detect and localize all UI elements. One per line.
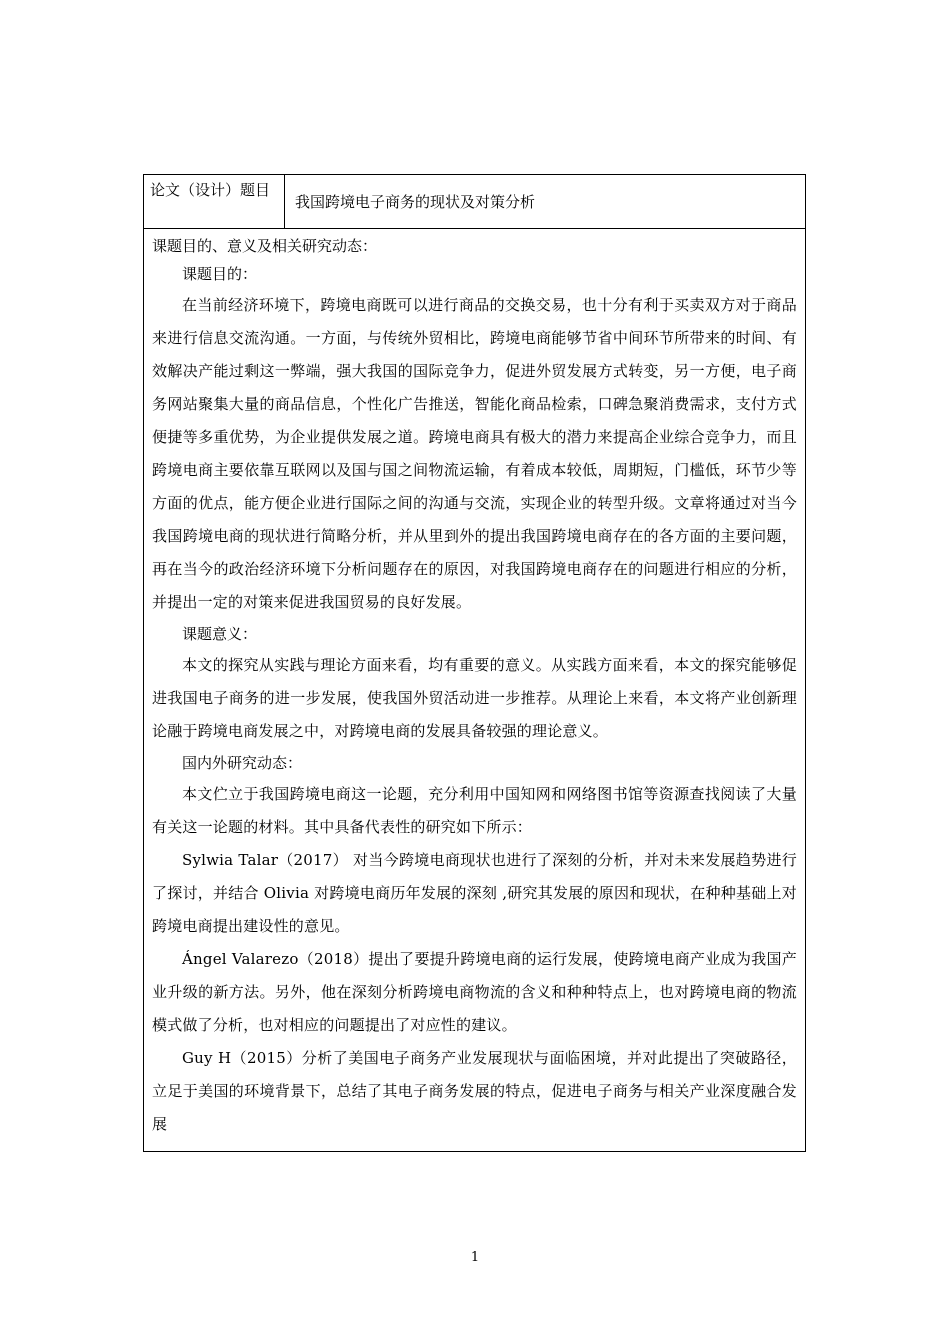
research-label: 国内外研究动态：: [182, 754, 303, 772]
thesis-title: 我国跨境电子商务的现状及对策分析: [295, 193, 536, 211]
title-label: 论文（设计）题目: [144, 175, 285, 228]
purpose-paragraph: 在当前经济环境下，跨境电商既可以进行商品的交换交易，也十分有利于买卖双方对于商品来进行信息交流沟通。一方面，与传统外贸相比，跨境电商能够节省中间环节所带来的时间、有效解决产能过剩这一弊端，强大我国的国际竞争力，促进外贸发展方式转变，另一方便，电子商务网站聚集大量的商品信息，个性化广告推送，智能化商品检索，口碑急聚消费需求，支付方式便捷等多重优势，为企业提供发展之道。跨境电商具有极大的潜力来提高企业综合竞争力，而且跨境电商主要依靠互联网以及国与国之间物流运输，有着成本较低，周期短，门槛低，环节少等方面的优点，能方便企业进行国际之间的沟通与交流，实现企业的转型升级。文章将通过对当今我国跨境电商的现状进行简略分析，并从里到外的提出我国跨境电商存在的各方面的主要问题，再在当今的政治经济环境下分析问题存在的原因，对我国跨境电商存在的问题进行相应的分析，并提出一定的对策来促进我国贸易的良好发展。: [152, 296, 797, 611]
title-row: [144, 175, 805, 229]
significance-paragraph: 本文的探究从实践与理论方面来看，均有重要的意义。从实践方面来看，本文的探究能够促进我国电子商务的进一步发展，使我国外贸活动进一步推荐。从理论上来看，本文将产业创新理论融于跨境电商发展之中，对跨境电商的发展具备较强的理论意义。: [152, 656, 797, 740]
page-number: 1: [470, 1250, 480, 1265]
reference-paragraph-2: Ángel Valarezo（2018）提出了要提升跨境电商的运行发展，使跨境电商产业成为我国产业升级的新方法。另外，他在深刻分析跨境电商物流的含义和种种特点上，也对跨境电商的物流模式做了分析，也对相应的问题提出了对应性的建议。: [152, 950, 797, 1034]
reference-paragraph-1: Sylwia Talar（2017） 对当今跨境电商现状也进行了深刻的分析，并对未来发展趋势进行了探讨，并结合 Olivia 对跨境电商历年发展的深刻 ,研究其发展的原因和现状，在种种基础上对跨境电商提出建设性的意见。: [152, 851, 797, 935]
section-heading: 课题目的、意义及相关研究动态：: [152, 237, 378, 255]
reference-paragraph-3: Guy H（2015）分析了美国电子商务产业发展现状与面临困境，并对此提出了突破路径，立足于美国的环境背景下，总结了其电子商务发展的特点，促进电子商务与相关产业深度融合发展: [152, 1049, 797, 1133]
purpose-label: 课题目的：: [182, 265, 258, 283]
proposal-form: [143, 174, 806, 1152]
content-cell: [144, 229, 805, 1151]
research-intro-paragraph: 本文伫立于我国跨境电商这一论题，充分利用中国知网和网络图书馆等资源查找阅读了大量有关这一论题的材料。其中具备代表性的研究如下所示：: [152, 785, 797, 836]
significance-label: 课题意义：: [182, 625, 258, 643]
